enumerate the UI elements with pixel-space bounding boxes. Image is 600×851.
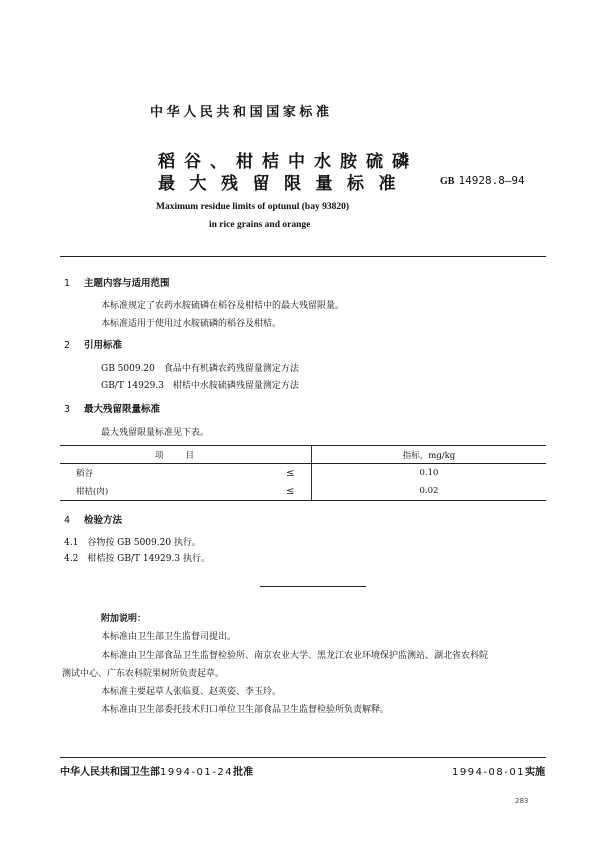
table-cell-item: 稻谷 [76, 469, 94, 479]
section-3-paragraph-1: 最大残留限量标准见下表。 [101, 428, 210, 438]
additional-notes-title: 附加说明： [101, 614, 147, 624]
header-divider [60, 256, 546, 257]
section-1-paragraph-2: 本标准适用于使用过水胺硫磷的稻谷及柑桔。 [101, 319, 282, 329]
standard-code [440, 174, 525, 187]
section-3-heading: 3 最大残留限量标准 [64, 404, 161, 415]
table-cell-value: 0.02 [419, 486, 439, 496]
section-4-heading: 4 检验方法 [64, 515, 123, 526]
table-row [60, 464, 546, 482]
additional-note-line: 本标准由卫生部食品卫生监督检验所、南京农业大学、黑龙江农业环境保护监测站、湖北省农科院 [101, 651, 489, 661]
standard-title-line-2: 最大残留限量标准 [158, 174, 410, 194]
approval-info [60, 763, 253, 778]
section-1-paragraph-1: 本标准规定了农药水胺硫磷在稻谷及柑桔中的最大残留限量。 [101, 301, 345, 311]
less-equal-symbol: ≤ [286, 485, 295, 497]
table-row [60, 482, 546, 500]
table-header-item: 项目 [60, 446, 312, 463]
table-cell-value: 0.10 [419, 468, 439, 478]
additional-note-line: 本标准由卫生部委托技术归口单位卫生部食品卫生监督检验所负责解释。 [101, 705, 390, 715]
residue-limits-table [60, 445, 546, 501]
section-4-2: 4.2 柑桔按 GB/T 14929.3 执行。 [64, 554, 210, 564]
effective-label: 实施 [525, 767, 546, 778]
approval-date: 1994-01-24 [160, 767, 234, 778]
approval-label: 批准 [233, 767, 254, 778]
table-header-value: 指标，mg/kg [402, 450, 456, 461]
section-4-1: 4.1 谷物按 GB 5009.20 执行。 [64, 538, 201, 548]
table-header-row [60, 446, 546, 464]
english-title-line-1: Maximum residue limits of optunul (bay 93820) [156, 202, 350, 212]
reference-standard-1: GB 5009.20 食品中有机磷农药残留量测定方法 [101, 364, 299, 374]
national-standard-header: 中华人民共和国国家标准 [150, 105, 333, 120]
standard-title-line-1: 稻谷、柑桔中水胺硫磷 [158, 152, 418, 172]
english-title-line-2: in rice grains and orange [209, 220, 311, 230]
table-cell-item: 柑桔(肉) [76, 487, 109, 497]
gb-prefix: GB [440, 176, 455, 187]
effective-date: 1994-08-01 [452, 767, 526, 778]
issuer: 中华人民共和国卫生部 [60, 767, 160, 778]
footer-divider [60, 757, 546, 758]
end-of-body-divider [260, 586, 366, 587]
page-number: 283 [515, 797, 529, 805]
gb-number: 14928.8—94 [458, 174, 525, 187]
section-1-heading: 1 主题内容与适用范围 [64, 278, 170, 289]
additional-note-line: 测试中心、广东农科院果树所负责起草。 [62, 669, 225, 679]
effective-info [452, 763, 545, 778]
additional-note-line: 本标准主要起草人张临夏、赵英姿、李玉玲。 [101, 687, 282, 697]
additional-note-line: 本标准由卫生部卫生监督司提出。 [101, 632, 237, 642]
section-2-heading: 2 引用标准 [64, 340, 123, 351]
reference-standard-2: GB/T 14929.3 柑桔中水胺硫磷残留量测定方法 [101, 381, 299, 391]
less-equal-symbol: ≤ [286, 467, 295, 479]
